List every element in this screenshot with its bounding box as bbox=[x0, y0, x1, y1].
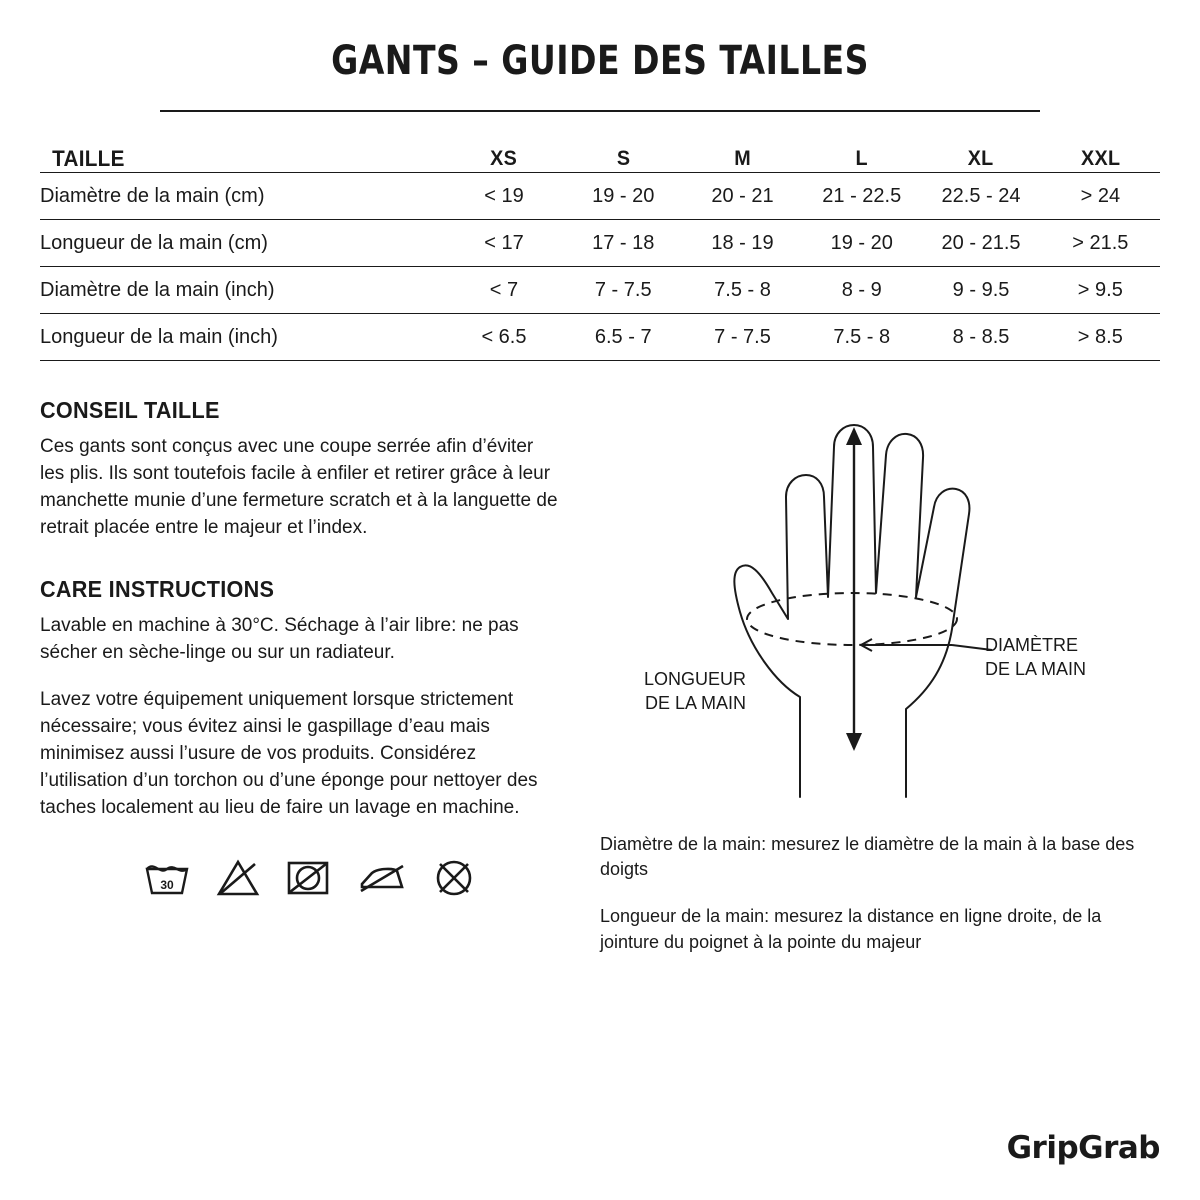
row-label: Diamètre de la main (inch) bbox=[40, 267, 444, 314]
advice-heading: CONSEIL TAILLE bbox=[40, 397, 220, 423]
cell-m: 18 - 19 bbox=[683, 220, 802, 267]
diameter-label-line1: DIAMÈTRE bbox=[985, 635, 1079, 655]
cell-xxl: > 8.5 bbox=[1041, 314, 1160, 361]
cell-m: 20 - 21 bbox=[683, 173, 802, 220]
cell-l: 21 - 22.5 bbox=[802, 173, 921, 220]
table-header-label: TAILLE bbox=[52, 146, 125, 171]
left-column bbox=[40, 397, 560, 955]
diameter-label-line2: DE LA MAIN bbox=[985, 659, 1087, 679]
length-label-line1: LONGUEUR bbox=[643, 669, 746, 689]
table-row bbox=[40, 314, 1160, 361]
cell-m: 7 - 7.5 bbox=[683, 314, 802, 361]
cell-xl: 22.5 - 24 bbox=[921, 173, 1040, 220]
cell-s: 19 - 20 bbox=[564, 173, 683, 220]
length-label-line2: DE LA MAIN bbox=[644, 693, 746, 713]
table-header-row bbox=[40, 146, 1160, 173]
care-text-1: Lavable en machine à 30°C. Séchage à l’air libre: ne pas sécher en sèche-linge ou sur un radiateur. bbox=[40, 614, 519, 663]
cell-l: 7.5 - 8 bbox=[802, 314, 921, 361]
cell-xxl: > 21.5 bbox=[1041, 220, 1160, 267]
cell-s: 17 - 18 bbox=[564, 220, 683, 267]
table-header-xxl: XXL bbox=[1080, 147, 1120, 170]
wash-30-icon bbox=[144, 860, 190, 896]
size-table-container bbox=[40, 146, 1160, 361]
table-header-l: L bbox=[855, 147, 868, 170]
cell-s: 7 - 7.5 bbox=[564, 267, 683, 314]
cell-xxl: > 24 bbox=[1041, 173, 1160, 220]
title-divider bbox=[160, 110, 1040, 112]
diagram-notes bbox=[600, 832, 1160, 955]
table-header-m: M bbox=[734, 147, 751, 170]
cell-s: 6.5 - 7 bbox=[564, 314, 683, 361]
cell-l: 19 - 20 bbox=[802, 220, 921, 267]
cell-xl: 20 - 21.5 bbox=[921, 220, 1040, 267]
right-column bbox=[600, 397, 1160, 955]
do-not-dry-clean-icon bbox=[434, 858, 474, 898]
advice-text: Ces gants sont conçus avec une coupe serrée afin d’éviter les plis. Ils sont toutefois facile à enfiler et retirer grâce à leur manchette munie d’une fermeture scratch et à la languette de retrait placée entre le majeur et l’index. bbox=[40, 436, 558, 538]
cell-xs: < 7 bbox=[444, 267, 563, 314]
body-columns bbox=[40, 397, 1160, 955]
table-header-xl: XL bbox=[968, 147, 994, 170]
row-label: Longueur de la main (cm) bbox=[40, 220, 444, 267]
table-row bbox=[40, 267, 1160, 314]
cell-l: 8 - 9 bbox=[802, 267, 921, 314]
diagram-note-diameter: Diamètre de la main: mesurez le diamètre de la main à la base des doigts bbox=[600, 834, 1135, 880]
hand-measurement-diagram bbox=[600, 397, 1160, 822]
row-label: Longueur de la main (inch) bbox=[40, 314, 444, 361]
cell-xs: < 17 bbox=[444, 220, 563, 267]
wash-temp-label: 30 bbox=[160, 877, 174, 892]
brand-logo: GripGrab bbox=[1006, 1130, 1160, 1166]
table-row bbox=[40, 173, 1160, 220]
cell-m: 7.5 - 8 bbox=[683, 267, 802, 314]
care-heading: CARE INSTRUCTIONS bbox=[40, 575, 275, 602]
cell-xl: 8 - 8.5 bbox=[921, 314, 1040, 361]
cell-xs: < 6.5 bbox=[444, 314, 563, 361]
do-not-bleach-icon bbox=[216, 859, 260, 897]
care-symbols bbox=[144, 858, 560, 898]
row-label: Diamètre de la main (cm) bbox=[40, 173, 444, 220]
table-header-s: S bbox=[616, 147, 630, 170]
table-header-xs: XS bbox=[490, 147, 518, 170]
cell-xs: < 19 bbox=[444, 173, 563, 220]
size-table bbox=[40, 146, 1160, 361]
care-text-2: Lavez votre équipement uniquement lorsque strictement nécessaire; vous évitez ainsi le gaspillage d’eau mais minimisez aussi l’usure de vos produits. Considérez l’utilisation d’un torchon ou d’une éponge pour nettoyer des taches localement au lieu de faire un lavage en machine. bbox=[40, 688, 538, 818]
page-title: GANTS – GUIDE DES TAILLES bbox=[331, 38, 869, 84]
do-not-iron-icon bbox=[356, 860, 408, 896]
cell-xl: 9 - 9.5 bbox=[921, 267, 1040, 314]
diagram-note-length: Longueur de la main: mesurez la distance en ligne droite, de la jointure du poignet à la pointe du majeur bbox=[600, 906, 1102, 952]
table-row bbox=[40, 220, 1160, 267]
cell-xxl: > 9.5 bbox=[1041, 267, 1160, 314]
do-not-tumble-dry-icon bbox=[286, 859, 330, 897]
